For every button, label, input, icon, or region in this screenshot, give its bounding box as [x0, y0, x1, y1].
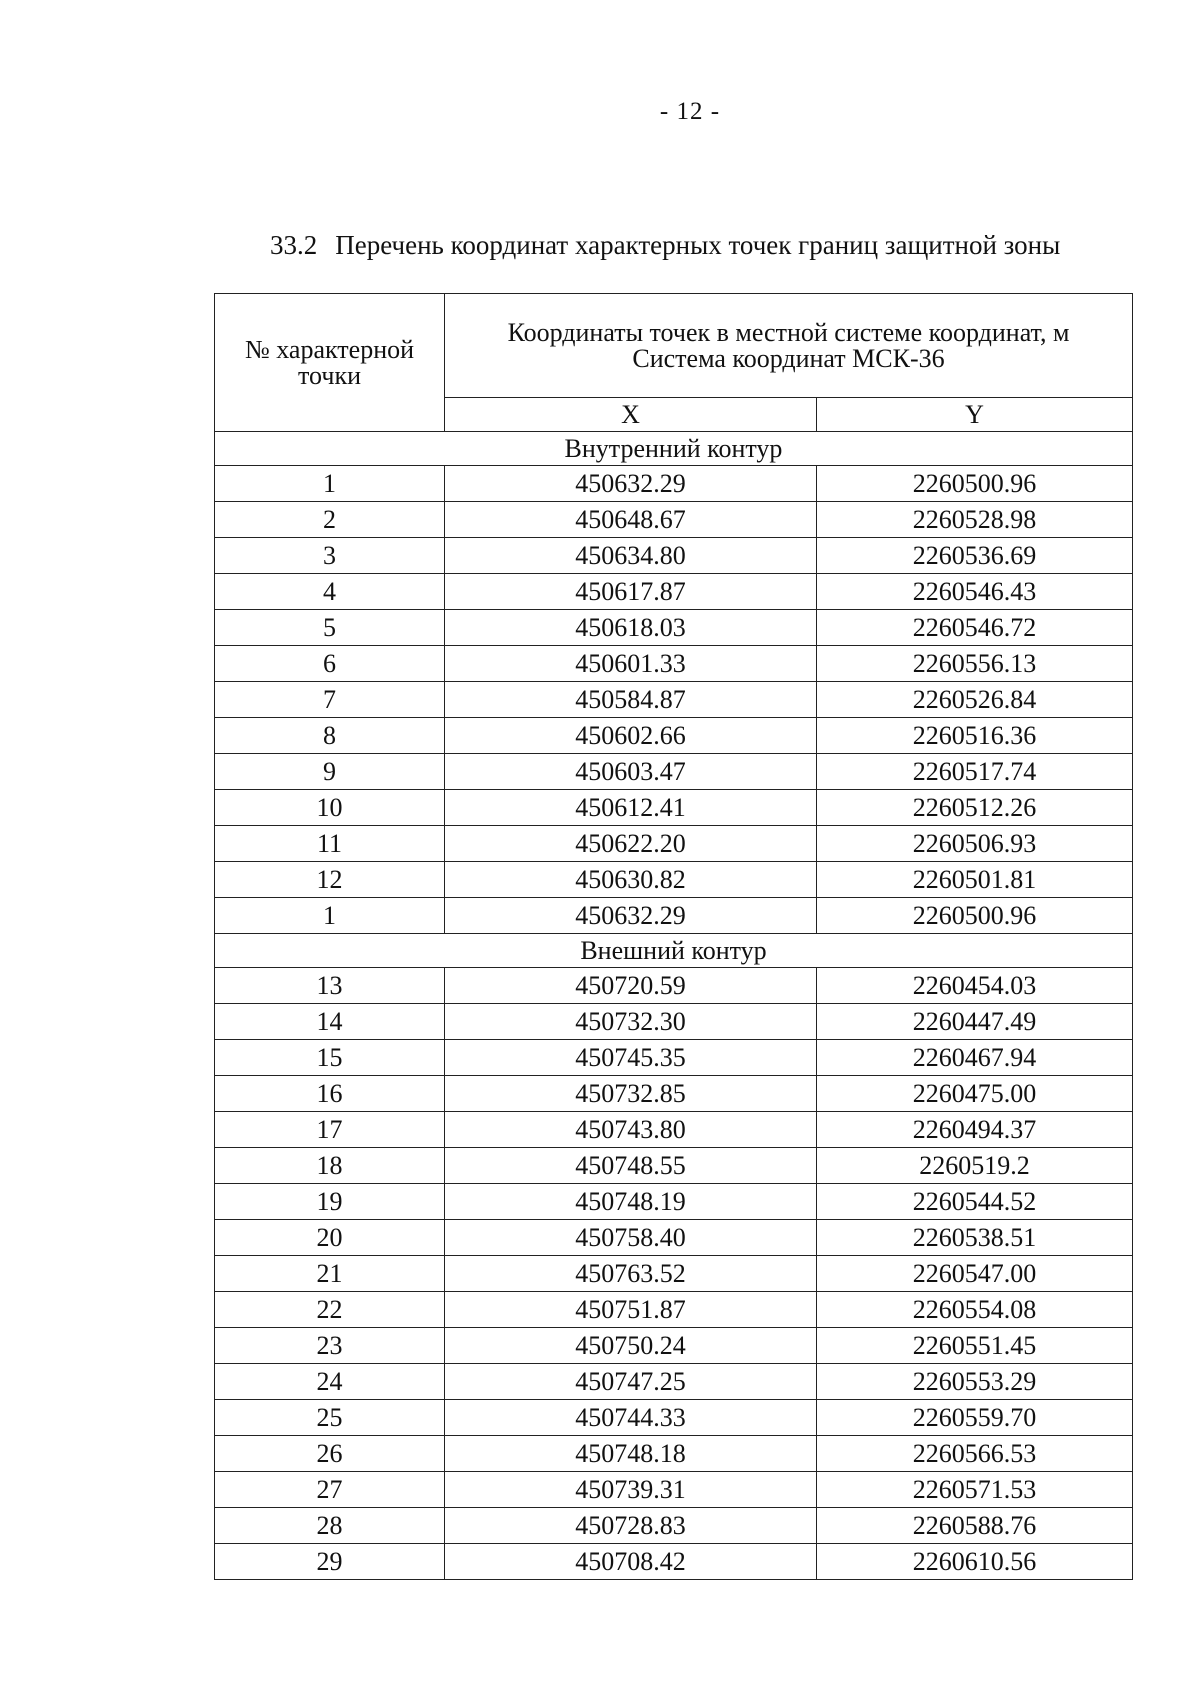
point-number-cell: 11 — [215, 826, 445, 862]
x-coordinate-cell: 450618.03 — [445, 610, 817, 646]
y-coordinate-cell: 2260467.94 — [817, 1040, 1133, 1076]
y-coordinate-cell: 2260475.00 — [817, 1076, 1133, 1112]
table-row — [215, 1220, 1133, 1256]
y-coordinate-cell: 2260519.2 — [817, 1148, 1133, 1184]
outer-contour-title: Внешний контур — [215, 934, 1133, 968]
x-coordinate-cell: 450748.55 — [445, 1148, 817, 1184]
y-coordinate-cell: 2260551.45 — [817, 1328, 1133, 1364]
table-row — [215, 1040, 1133, 1076]
point-number-cell: 28 — [215, 1508, 445, 1544]
table-row — [215, 1508, 1133, 1544]
point-number-cell: 12 — [215, 862, 445, 898]
y-coordinate-cell: 2260517.74 — [817, 754, 1133, 790]
y-coordinate-cell: 2260536.69 — [817, 538, 1133, 574]
point-number-cell: 26 — [215, 1436, 445, 1472]
coordinates-header-line2: Система координат МСК-36 — [632, 343, 945, 373]
point-number-cell: 20 — [215, 1220, 445, 1256]
inner-contour-title: Внутренний контур — [215, 432, 1133, 466]
x-coordinate-cell: 450584.87 — [445, 682, 817, 718]
point-number-cell: 22 — [215, 1292, 445, 1328]
table-row — [215, 574, 1133, 610]
y-coordinate-cell: 2260610.56 — [817, 1544, 1133, 1580]
y-coordinate-cell: 2260546.72 — [817, 610, 1133, 646]
x-coordinate-cell: 450748.19 — [445, 1184, 817, 1220]
y-coordinate-cell: 2260554.08 — [817, 1292, 1133, 1328]
x-coordinate-cell: 450622.20 — [445, 826, 817, 862]
section-number: 33.2 — [270, 230, 318, 260]
y-coordinate-cell: 2260494.37 — [817, 1112, 1133, 1148]
table-row — [215, 862, 1133, 898]
outer-contour-row — [215, 934, 1133, 968]
table-row — [215, 466, 1133, 502]
point-number-cell: 6 — [215, 646, 445, 682]
y-coordinate-cell: 2260447.49 — [817, 1004, 1133, 1040]
x-coordinate-cell: 450603.47 — [445, 754, 817, 790]
y-coordinate-cell: 2260556.13 — [817, 646, 1133, 682]
point-number-cell: 23 — [215, 1328, 445, 1364]
y-coordinate-cell: 2260501.81 — [817, 862, 1133, 898]
point-number-cell: 21 — [215, 1256, 445, 1292]
table-row — [215, 968, 1133, 1004]
table-row — [215, 610, 1133, 646]
y-coordinate-cell: 2260528.98 — [817, 502, 1133, 538]
y-coordinate-cell: 2260546.43 — [817, 574, 1133, 610]
y-coordinate-cell: 2260500.96 — [817, 466, 1133, 502]
x-coordinate-cell: 450612.41 — [445, 790, 817, 826]
coordinates-header — [445, 294, 1133, 398]
point-number-cell: 29 — [215, 1544, 445, 1580]
x-coordinate-cell: 450632.29 — [445, 466, 817, 502]
x-coordinate-cell: 450720.59 — [445, 968, 817, 1004]
inner-contour-row — [215, 432, 1133, 466]
table-row — [215, 1472, 1133, 1508]
x-coordinate-cell: 450648.67 — [445, 502, 817, 538]
table-row — [215, 1004, 1133, 1040]
page-number: - 12 - — [659, 98, 721, 125]
table-row — [215, 502, 1133, 538]
x-coordinate-cell: 450748.18 — [445, 1436, 817, 1472]
coordinates-header-line1: Координаты точек в местной системе координат, м — [507, 317, 1070, 347]
point-number-cell: 19 — [215, 1184, 445, 1220]
point-number-cell: 24 — [215, 1364, 445, 1400]
table-row — [215, 1364, 1133, 1400]
x-coordinate-cell: 450732.85 — [445, 1076, 817, 1112]
table-row — [215, 1112, 1133, 1148]
x-coordinate-cell: 450708.42 — [445, 1544, 817, 1580]
x-coordinate-cell: 450739.31 — [445, 1472, 817, 1508]
table-row — [215, 790, 1133, 826]
x-coordinate-cell: 450758.40 — [445, 1220, 817, 1256]
x-coordinate-cell: 450751.87 — [445, 1292, 817, 1328]
point-number-cell: 14 — [215, 1004, 445, 1040]
point-number-cell: 10 — [215, 790, 445, 826]
point-number-header-line2: точки — [298, 360, 361, 390]
point-number-cell: 13 — [215, 968, 445, 1004]
table-row — [215, 1544, 1133, 1580]
point-number-cell: 17 — [215, 1112, 445, 1148]
point-number-cell: 18 — [215, 1148, 445, 1184]
table-row — [215, 718, 1133, 754]
point-number-cell: 5 — [215, 610, 445, 646]
table-row — [215, 1256, 1133, 1292]
y-coordinate-cell: 2260506.93 — [817, 826, 1133, 862]
table-row — [215, 1184, 1133, 1220]
x-coordinate-cell: 450747.25 — [445, 1364, 817, 1400]
point-number-cell: 1 — [215, 898, 445, 934]
table-row — [215, 826, 1133, 862]
x-coordinate-cell: 450602.66 — [445, 718, 817, 754]
x-coordinate-cell: 450743.80 — [445, 1112, 817, 1148]
x-column-header: X — [445, 398, 817, 432]
point-number-cell: 7 — [215, 682, 445, 718]
x-coordinate-cell: 450630.82 — [445, 862, 817, 898]
point-number-header-line1: № характерной — [244, 334, 415, 364]
point-number-cell: 9 — [215, 754, 445, 790]
point-number-cell: 4 — [215, 574, 445, 610]
y-coordinate-cell: 2260500.96 — [817, 898, 1133, 934]
table-row — [215, 1292, 1133, 1328]
table-row — [215, 1400, 1133, 1436]
x-coordinate-cell: 450728.83 — [445, 1508, 817, 1544]
y-coordinate-cell: 2260566.53 — [817, 1436, 1133, 1472]
point-number-cell: 15 — [215, 1040, 445, 1076]
point-number-cell: 1 — [215, 466, 445, 502]
point-number-cell: 16 — [215, 1076, 445, 1112]
y-coordinate-cell: 2260526.84 — [817, 682, 1133, 718]
x-coordinate-cell: 450632.29 — [445, 898, 817, 934]
x-coordinate-cell: 450617.87 — [445, 574, 817, 610]
point-number-cell: 27 — [215, 1472, 445, 1508]
section-title — [270, 230, 1060, 261]
x-coordinate-cell: 450763.52 — [445, 1256, 817, 1292]
x-coordinate-cell: 450750.24 — [445, 1328, 817, 1364]
y-coordinate-cell: 2260544.52 — [817, 1184, 1133, 1220]
point-number-cell: 2 — [215, 502, 445, 538]
table-row — [215, 1076, 1133, 1112]
y-coordinate-cell: 2260547.00 — [817, 1256, 1133, 1292]
table-row — [215, 1328, 1133, 1364]
point-number-cell: 3 — [215, 538, 445, 574]
point-number-cell: 8 — [215, 718, 445, 754]
x-coordinate-cell: 450601.33 — [445, 646, 817, 682]
y-coordinate-cell: 2260512.26 — [817, 790, 1133, 826]
x-coordinate-cell: 450732.30 — [445, 1004, 817, 1040]
y-coordinate-cell: 2260516.36 — [817, 718, 1133, 754]
table-row — [215, 754, 1133, 790]
x-coordinate-cell: 450745.35 — [445, 1040, 817, 1076]
section-title-text: Перечень координат характерных точек границ защитной зоны — [335, 230, 1061, 260]
y-coordinate-cell: 2260553.29 — [817, 1364, 1133, 1400]
y-coordinate-cell: 2260559.70 — [817, 1400, 1133, 1436]
table-row — [215, 1148, 1133, 1184]
y-coordinate-cell: 2260588.76 — [817, 1508, 1133, 1544]
y-coordinate-cell: 2260538.51 — [817, 1220, 1133, 1256]
y-coordinate-cell: 2260454.03 — [817, 968, 1133, 1004]
table-row — [215, 1436, 1133, 1472]
point-number-header — [215, 294, 445, 432]
x-coordinate-cell: 450634.80 — [445, 538, 817, 574]
coordinates-table — [214, 293, 1133, 1580]
table-row — [215, 898, 1133, 934]
table-row — [215, 682, 1133, 718]
x-coordinate-cell: 450744.33 — [445, 1400, 817, 1436]
point-number-cell: 25 — [215, 1400, 445, 1436]
y-column-header: Y — [817, 398, 1133, 432]
y-coordinate-cell: 2260571.53 — [817, 1472, 1133, 1508]
table-row — [215, 538, 1133, 574]
table-row — [215, 646, 1133, 682]
